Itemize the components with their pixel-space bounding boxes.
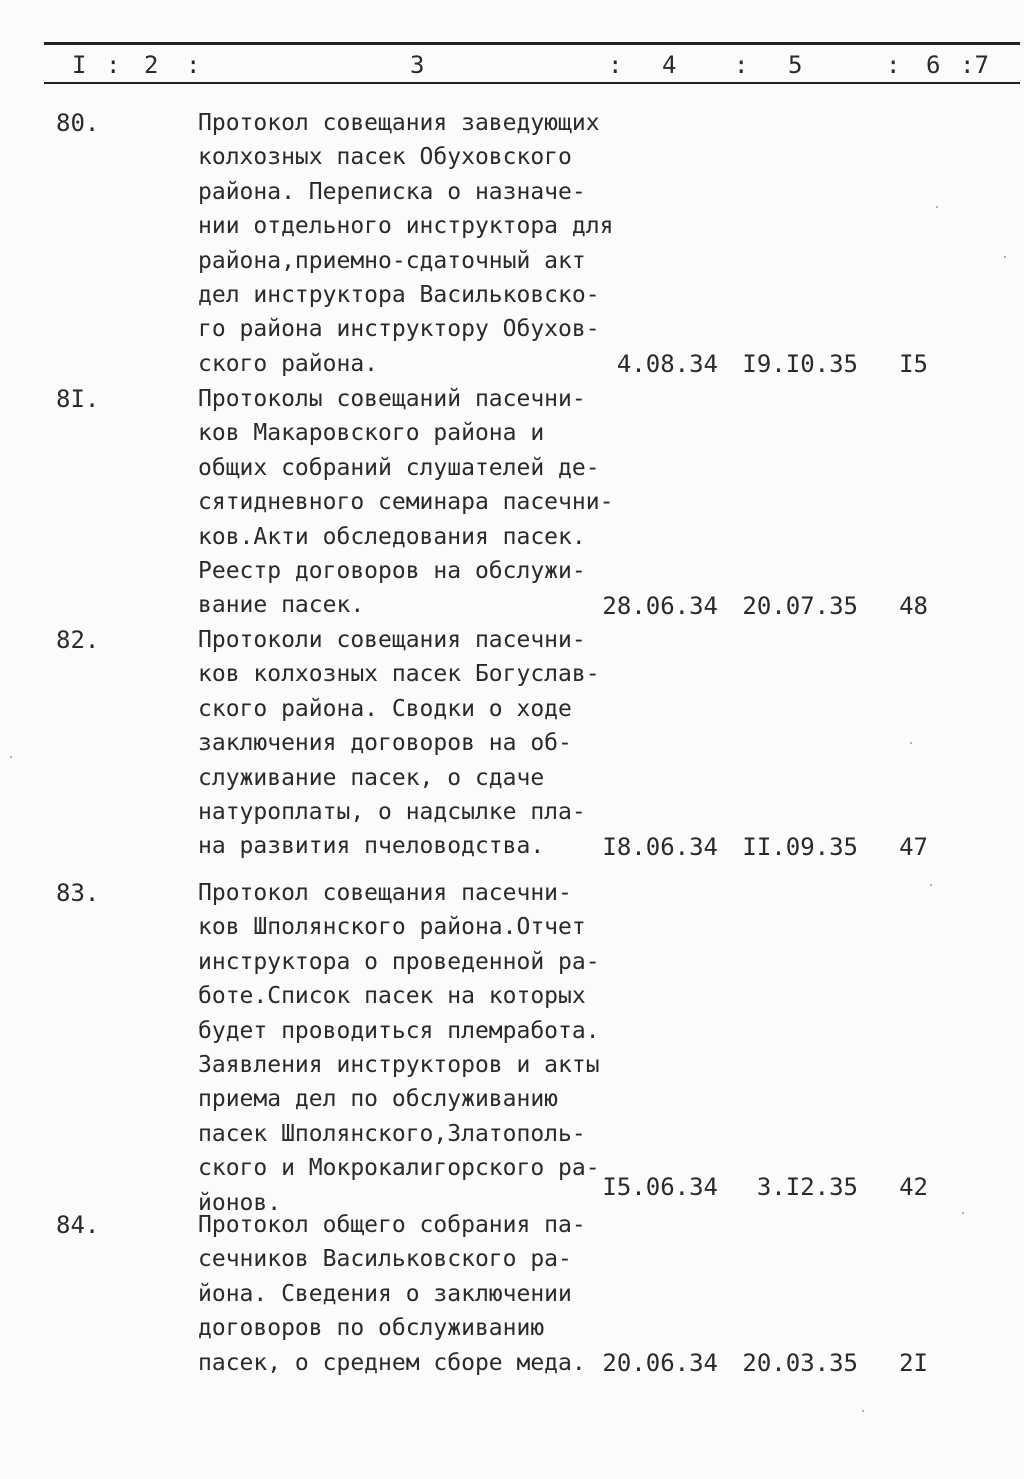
scan-speck [962,1212,964,1214]
column-separator: : [734,51,749,79]
header-bottom-rule [44,82,1020,84]
entry-start-date: 4.08.34 [616,349,718,378]
entry-start-date: I8.06.34 [602,832,718,861]
scan-speck [1004,256,1006,258]
entry-end-date: II.09.35 [742,832,858,861]
entry-end-date: 20.07.35 [742,591,858,620]
column-separator: : [106,51,121,79]
entry-sheet-count: I5 [899,349,928,378]
scan-speck [10,756,12,758]
header-top-rule [44,42,1020,45]
entry-title: Протокол совещания заведующих колхозных пасек Обуховского района. Переписка о назначе- нии отдельного инструктора для района,приемно-сдаточный акт дел инструктора Васильковско- го района инструктору Обухов- ского района. [198,110,614,377]
column-header-3: 3 [410,51,425,79]
scan-speck [862,1410,864,1412]
scan-speck [930,884,932,886]
entry-number: 8I. [56,385,100,413]
scan-speck [910,742,912,744]
entry-number: 84. [56,1211,100,1239]
entry-sheet-count: 47 [899,832,928,861]
entry-sheet-count: 2I [899,1348,928,1377]
column-separator: : [886,51,901,79]
inventory-entry-80 [0,106,1024,381]
entry-number: 83. [56,879,100,907]
column-header-5: 5 [788,51,803,79]
entry-start-date: 20.06.34 [602,1348,718,1377]
inventory-entry-83 [0,876,1024,1220]
entry-title: Протоколи совещания пасечни- ков колхозных пасек Богуслав- ского района. Сводки о ходе заключения договоров на об- служивание пасек, о сдаче натуроплаты, о надсылке пла- на развития пчеловодства. [198,627,600,860]
entry-number: 80. [56,109,100,137]
column-header-7: :7 [960,51,989,79]
inventory-entry-84 [0,1208,1024,1380]
entry-title: Протокол совещания пасечни- ков Шполянского района.Отчет инструктора о проведенной ра- боте.Список пасек на которых будет проводиться племработа. Заявления инструкторов и акты приема дел по обслуживанию пасек Шполянского,Златополь- ского и Мокрокалигорского ра- йонов. [198,880,600,1216]
entry-number: 82. [56,626,100,654]
inventory-entry-82 [0,623,1024,864]
entry-end-date: 3.I2.35 [756,1172,858,1201]
inventory-entry-81 [0,382,1024,623]
entry-start-date: 28.06.34 [602,591,718,620]
entry-sheet-count: 42 [899,1172,928,1201]
column-header-6: 6 [926,51,941,79]
entry-sheet-count: 48 [899,591,928,620]
column-header-1: I [72,51,87,79]
column-separator: : [608,51,623,79]
entry-title: Протоколы совещаний пасечни- ков Макаровского района и общих собраний слушателей де- сятидневного семинара пасечни- ков.Акти обследования пасек. Реестр договоров на обслужи- вание пасек. [198,386,614,619]
entry-end-date: I9.I0.35 [742,349,858,378]
column-separator: : [186,51,201,79]
scan-speck [936,206,938,208]
entry-title: Протокол общего собрания па- сечников Васильковского ра- йона. Сведения о заключении договоров по обслуживанию пасек, о среднем сборе меда. [198,1212,586,1376]
column-header-2: 2 [144,51,159,79]
entry-end-date: 20.03.35 [742,1348,858,1377]
column-header-4: 4 [662,51,677,79]
entry-start-date: I5.06.34 [602,1172,718,1201]
